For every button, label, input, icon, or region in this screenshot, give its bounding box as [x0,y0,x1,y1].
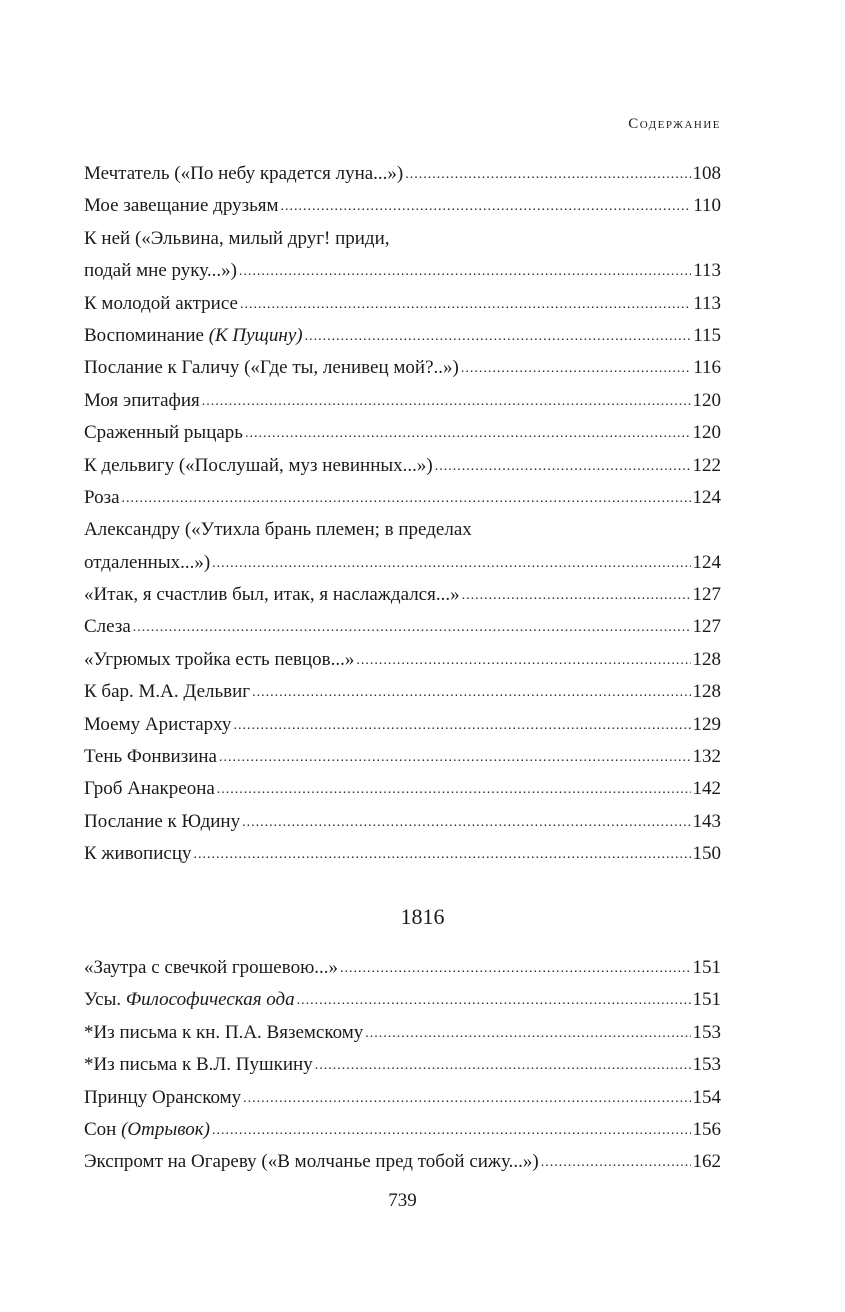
entry-title-text: Сон [84,1118,122,1140]
entry-title: Сраженный рыцарь [84,422,243,444]
entry-page: 151 [692,989,721,1011]
entry-page: 122 [692,454,721,476]
toc-entry [84,806,721,838]
entry-title [84,1114,210,1146]
entry-title: «Итак, я счастлив был, итак, я наслаждался...» [84,584,460,606]
entry-page: 113 [693,260,721,282]
entry-title-text: Усы. [84,989,126,1011]
entry-title [84,320,303,352]
leader-dots [356,643,690,677]
toc-entry [84,158,721,190]
leader-dots [435,449,691,483]
entry-page: 156 [692,1118,721,1140]
toc-entry-line1 [84,223,721,255]
toc-entry [84,1017,721,1049]
entry-title: Принцу Оранскому [84,1086,242,1108]
leader-dots [212,1113,691,1147]
toc-entry [84,952,721,984]
leader-dots [239,254,691,288]
entry-title: Экспромт на Огареву («В молчанье пред тобой сижу...») [84,1151,539,1173]
entry-title-line1: Александру («Утихла брань племен; в пределах [84,519,472,541]
entry-page: 142 [692,778,721,800]
entry-page: 120 [692,389,721,411]
toc-entry [84,644,721,676]
leader-dots [217,772,691,806]
entry-page: 127 [692,616,721,638]
entry-title: К живописцу [84,843,192,865]
toc-entry [84,984,721,1016]
entry-title: отдаленных...») [84,551,211,573]
entry-page: 120 [692,422,721,444]
leader-dots [245,416,691,450]
toc-section-top [84,158,721,871]
leader-dots [252,675,690,709]
entry-page: 113 [693,292,721,314]
entry-page: 162 [692,1151,721,1173]
entry-page: 128 [692,681,721,703]
toc-entry [84,773,721,805]
toc-entry [84,1146,721,1178]
toc-entry [84,1114,721,1146]
entry-title: Мое завещание друзьям [84,195,279,217]
entry-title: Моему Аристарху [84,713,232,735]
entry-title: Роза [84,486,120,508]
leader-dots [194,837,691,871]
toc-entry [84,417,721,449]
toc-entry [84,352,721,384]
toc-entry-line1 [84,514,721,546]
leader-dots [240,287,691,321]
entry-title: Тень Фонвизина [84,746,217,768]
leader-dots [315,1048,691,1082]
entry-title-italic: (Отрывок) [121,1118,210,1140]
toc-entry [84,320,721,352]
entry-title: Гроб Анакреона [84,778,215,800]
entry-title-italic: Философическая ода [125,989,295,1011]
toc-entry [84,709,721,741]
leader-dots [202,384,691,418]
entry-page: 153 [692,1021,721,1043]
leader-dots [243,1081,690,1115]
toc-entry [84,838,721,870]
entry-title: Моя эпитафия [84,389,200,411]
toc-entry [84,1049,721,1081]
entry-page: 127 [692,584,721,606]
entry-page: 132 [692,746,721,768]
entry-title: Послание к Галичу («Где ты, ленивец мой?..») [84,357,459,379]
toc-entry [84,547,721,579]
entry-title-italic: (К Пущину) [208,324,303,346]
leader-dots [281,189,692,223]
leader-dots [212,546,690,580]
entry-title: «Угрюмых тройка есть певцов...» [84,648,355,670]
leader-dots [219,740,691,774]
leader-dots [461,351,691,385]
toc-entry [84,385,721,417]
toc-entry [84,450,721,482]
entry-page: 110 [693,195,721,217]
entry-title: «Заутра с свечкой грошевою...» [84,957,339,978]
toc-entry [84,579,721,611]
entry-title: Слеза [84,616,131,638]
toc-entry [84,482,721,514]
entry-title: Мечтатель («По небу крадется луна...») [84,163,404,184]
entry-page: 129 [692,713,721,735]
entry-title: К бар. М.А. Дельвиг [84,681,251,703]
entry-title [84,984,295,1016]
entry-page: 124 [692,486,721,508]
page-number: 739 [388,1190,417,1211]
entry-title: Послание к Юдину [84,810,241,832]
toc-entry [84,611,721,643]
entry-page: 128 [692,648,721,670]
year-heading: 1816 [400,904,445,929]
toc-entry [84,255,721,287]
entry-page: 154 [692,1086,721,1108]
leader-dots [305,319,692,353]
entry-page: 124 [692,551,721,573]
toc-entry [84,190,721,222]
leader-dots [405,157,690,191]
entry-page: 115 [693,324,721,346]
leader-dots [365,1016,690,1050]
running-head: Содержание [628,116,721,132]
leader-dots [242,805,690,839]
leader-dots [233,708,690,742]
entry-title: *Из письма к кн. П.А. Вяземскому [84,1021,364,1043]
entry-page: 108 [692,163,721,184]
entry-page: 116 [693,357,721,379]
toc-section-1816 [84,952,721,1179]
leader-dots [122,481,691,515]
entry-title-text: Воспоминание [84,324,209,346]
entry-page: 151 [692,957,721,978]
entry-title: К молодой актрисе [84,292,238,314]
toc-entry [84,676,721,708]
entry-title: *Из письма к В.Л. Пушкину [84,1054,313,1076]
entry-title: К дельвигу («Послушай, муз невинных...») [84,454,433,476]
entry-page: 150 [692,843,721,865]
leader-dots [133,610,691,644]
entry-title: подай мне руку...») [84,260,237,282]
entry-page: 143 [692,810,721,832]
leader-dots [541,1145,691,1179]
toc-entry [84,741,721,773]
toc-entry [84,288,721,320]
leader-dots [297,983,691,1017]
leader-dots [340,951,690,985]
toc-entry [84,1082,721,1114]
entry-title-line1: К ней («Эльвина, милый друг! приди, [84,227,390,249]
leader-dots [462,578,691,612]
entry-page: 153 [692,1054,721,1076]
